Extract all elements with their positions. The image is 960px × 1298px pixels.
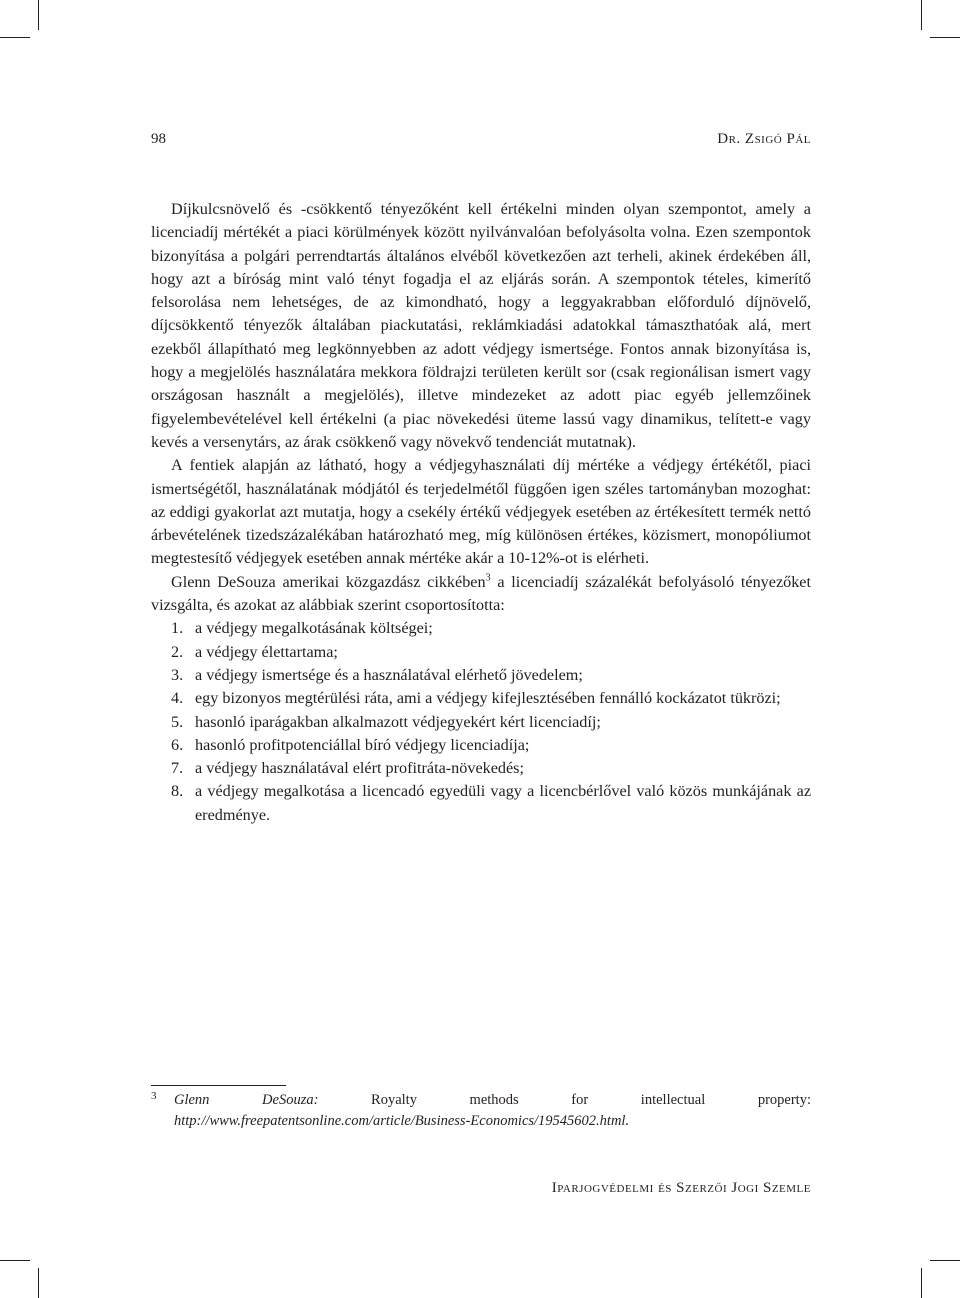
- list-text: a védjegy megalkotásának költségei;: [195, 619, 433, 638]
- crop-mark: [930, 1260, 960, 1261]
- paragraph-intro: [151, 571, 811, 618]
- footnote-url[interactable]: http://www.freepatentsonline.com/article/Business-Economics/19545602.html.: [174, 1113, 630, 1129]
- footnote-author: Glenn DeSouza:: [174, 1092, 319, 1108]
- crop-mark: [0, 37, 30, 38]
- article-body: [151, 198, 811, 827]
- footnote-title: Royalty methods for intellectual property:: [318, 1092, 811, 1108]
- footnote-divider: [151, 1085, 286, 1086]
- running-head-author: Dr. Zsigó Pál: [717, 131, 811, 147]
- list-text: a védjegy élettartama;: [195, 642, 338, 661]
- footnote-number: 3: [151, 1090, 157, 1102]
- crop-mark: [930, 37, 960, 38]
- list-item: [151, 757, 811, 780]
- crop-mark: [921, 1268, 922, 1298]
- list-text: a védjegy ismertsége és a használatával elérhető jövedelem;: [195, 665, 583, 684]
- crop-mark: [0, 1260, 30, 1261]
- list-number: 7.: [171, 759, 184, 778]
- list-item: [151, 687, 811, 710]
- footnote-ref: 3: [485, 572, 491, 584]
- list-number: 2.: [171, 642, 184, 661]
- footnote: [151, 1090, 811, 1132]
- list-text: a védjegy megalkotása a licencadó egyedüli vagy a licencbérlővel való közös munkájának az eredménye.: [195, 782, 811, 824]
- list-number: 5.: [171, 712, 184, 731]
- crop-mark: [38, 1268, 39, 1298]
- intro-text: Glenn DeSouza amerikai közgazdász cikkében: [171, 572, 486, 591]
- paragraph: Díjkulcsnövelő és -csökkentő tényezőként kell értékelni minden olyan szempontot, amely a licenciadíj mértékét a piaci körülmények között nyilvánvalóan befolyásolta volna. Ezen szempontok bizonyítása a polgári perrendtartás általános elvéből következően azt terheli, akinek érdekében áll, hogy azt a bíróság mint való tényt fogadja el az eljárás során. A szempontok tételes, kimerítő felsorolása nem lehetséges, de az kimondható, hogy a leggyakrabban előforduló díjnövelő, díjcsökkentő tényezők általában piackutatási, reklámkiadási adatokkal támaszthatóak alá, mert ezekből állapítható meg legkönnyebben az adott védjegy ismertsége. Fontos annak bizonyítása is, hogy a megjelölés használatára mekkora földrajzi területen került sor (csak regionálisan ismert vagy országosan használt a megjelölés), illetve mindezeket az adott piac egyéb jellemzőinek figyelembevételével kell értékelni (a piac növekedési üteme lassú vagy dinamikus, telített-e vagy kevés a versenytárs, az árak csökkenő vagy növekvő tendenciát mutatnak).: [151, 200, 811, 451]
- factor-list: [151, 617, 811, 827]
- list-item: [151, 734, 811, 757]
- list-item: [151, 711, 811, 734]
- crop-mark: [921, 0, 922, 30]
- list-item: [151, 617, 811, 640]
- list-item: [151, 780, 811, 827]
- list-text: a védjegy használatával elért profitráta-növekedés;: [195, 759, 524, 778]
- list-number: 8.: [171, 782, 184, 801]
- intro-text: a licenciadíj százalékát befolyásoló tényezőket vizsgálta, és azokat az alábbiak szerint csoportosította:: [151, 572, 811, 615]
- list-text: hasonló iparágakban alkalmazott védjegyekért kért licenciadíj;: [195, 712, 601, 731]
- list-number: 4.: [171, 689, 184, 708]
- footnote-text: [174, 1090, 811, 1132]
- list-item: [151, 664, 811, 687]
- list-number: 1.: [171, 619, 184, 638]
- list-text: egy bizonyos megtérülési ráta, ami a védjegy kifejlesztésében fennálló kockázatot tükrözi;: [195, 689, 781, 708]
- page-number: 98: [151, 131, 166, 147]
- list-number: 3.: [171, 665, 184, 684]
- paragraph: A fentiek alapján az látható, hogy a védjegyhasználati díj mértéke a védjegy értékétől, piaci ismertségétől, használatának módjától és terjedelmétől függően igen széles tartományban mozoghat: az eddigi gyakorlat azt mutatja, hogy a csekély értékű védjegyek esetében az értékesített termék nettó árbevételének tizedszázalékában határozható meg, míg különösen értékes, közismert, monopóliumot megtestesítő védjegyek esetében annak mértéke akár a 10-12%-ot is elérheti.: [151, 456, 811, 568]
- crop-mark: [38, 0, 39, 30]
- list-text: hasonló profitpotenciállal bíró védjegy licenciadíja;: [195, 735, 530, 754]
- list-number: 6.: [171, 735, 184, 754]
- list-item: [151, 641, 811, 664]
- running-foot-journal: Iparjogvédelmi és Szerzői Jogi Szemle: [551, 1180, 811, 1196]
